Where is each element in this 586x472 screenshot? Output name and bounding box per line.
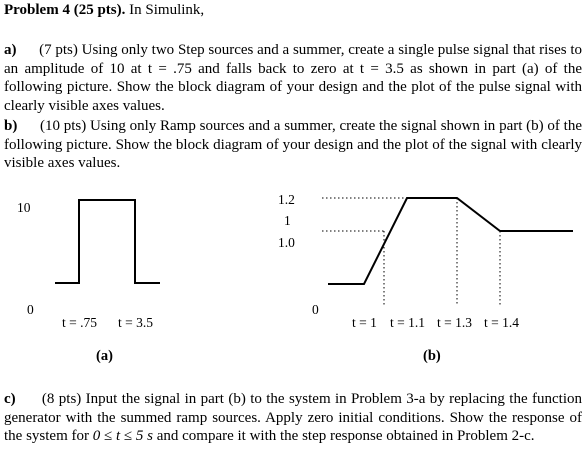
figure-b-y-zero-label: 0 — [312, 302, 319, 317]
figure-b-y-label-2: 1 — [284, 213, 291, 228]
figure-b — [270, 185, 586, 335]
figure-b-y-label-1: 1.2 — [278, 192, 295, 207]
figure-a-x-label-end: t = 3.5 — [118, 315, 153, 330]
figure-a — [0, 185, 290, 335]
part-c-paragraph — [4, 390, 582, 446]
figure-b-caption: (b) — [423, 348, 441, 364]
part-c-text-2: and compare it with the step response obtained in Problem 2-c. — [152, 428, 535, 445]
figure-b-y-label-3: 1.0 — [278, 235, 295, 250]
problem-number: Problem 4 (25 pts). — [4, 2, 126, 18]
figure-a-x-label-start: t = .75 — [62, 315, 97, 330]
part-b-label: b) — [4, 118, 18, 134]
problem-heading — [4, 1, 204, 19]
figure-a-y-zero-label: 0 — [27, 302, 34, 317]
part-c-label: c) — [4, 391, 16, 407]
part-c-text-1: (8 pts) Input the signal in part (b) to the system in Problem 3-a by replacing the function generator with the summed ramp sources. Apply zero initial conditions. Show the response of the system for — [4, 391, 582, 445]
part-b-text: (10 pts) Using only Ramp sources and a summer, create the signal shown in part (b) of the following picture. Show the block diagram of your design and the plot of the signal with clearly visible axes values. — [4, 118, 583, 172]
figure-b-x-label-2: t = 1.1 — [390, 315, 425, 330]
figure-b-x-label-3: t = 1.3 — [437, 315, 472, 330]
part-a-text: (7 pts) Using only two Step sources and a summer, create a single pulse signal that rises to an amplitude of 10 at t = .75 and falls back to zero at t = 3.5 as shown in part (a) of the following picture. Show the block diagram of your design and the plot of the pulse signal with clearly visible axes values. — [4, 42, 583, 114]
part-c-time-range: 0 ≤ t ≤ 5 s — [92, 428, 153, 445]
pulse-signal-line — [55, 200, 160, 283]
part-a-label: a) — [4, 42, 17, 58]
part-b-paragraph — [4, 117, 582, 173]
part-a-paragraph — [4, 41, 582, 115]
figure-b-x-label-1: t = 1 — [352, 315, 377, 330]
figure-b-x-label-4: t = 1.4 — [484, 315, 519, 330]
figure-a-y-top-label: 10 — [17, 200, 31, 215]
problem-context: In Simulink, — [125, 2, 205, 18]
figure-a-caption: (a) — [96, 348, 113, 364]
ramp-signal-line — [328, 198, 573, 284]
